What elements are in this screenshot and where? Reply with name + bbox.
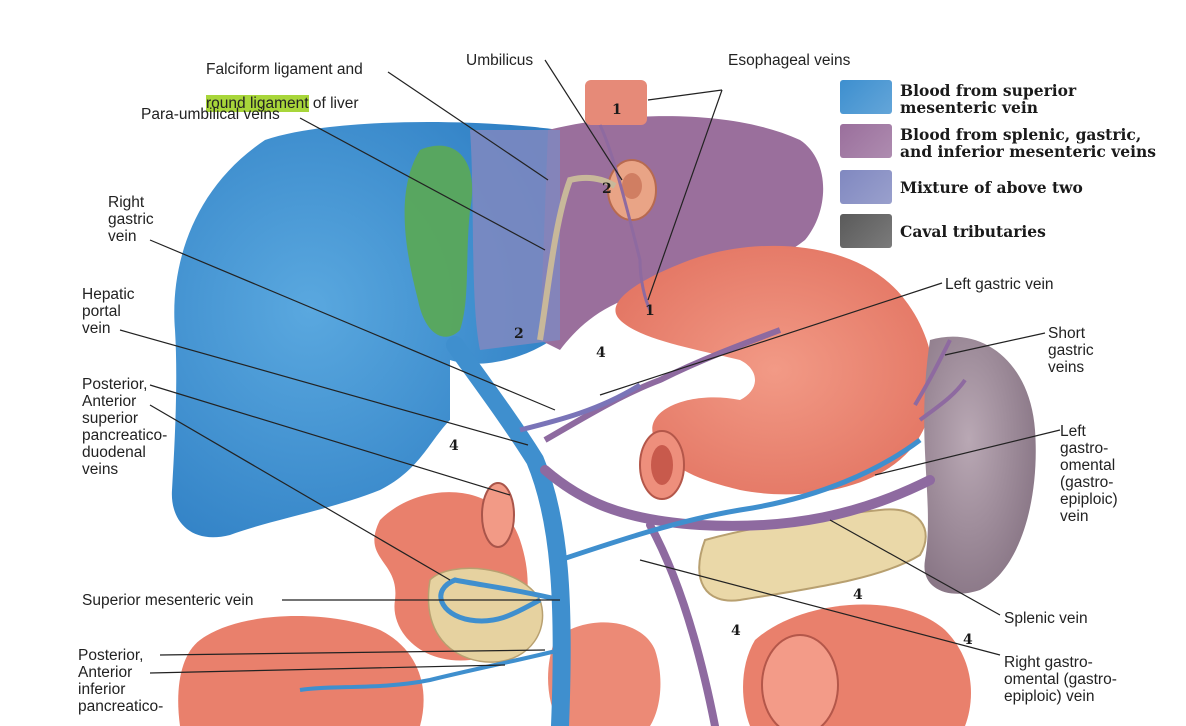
marker-esophageal-low: 1 — [645, 303, 655, 319]
label-umbilicus: Umbilicus — [466, 52, 534, 69]
legend-swatch — [840, 170, 892, 204]
label-splenic-vein: Splenic vein — [1004, 610, 1088, 627]
label-hepatic-portal-vein: Hepatic portal vein — [82, 286, 135, 337]
marker-caval-d: 4 — [731, 623, 741, 639]
label-para-umbilical-veins: Para-umbilical veins — [141, 106, 280, 123]
label-left-gastro-omental-vein: Left gastro- omental (gastro- epiploic) vein — [1060, 423, 1118, 525]
legend-text: Blood from superior mesenteric vein — [900, 81, 1077, 117]
marker-portal: 2 — [514, 326, 524, 342]
marker-esophageal-top: 1 — [612, 102, 622, 118]
label-inferior-pancreaticoduodenal-veins: Posterior, Anterior inferior pancreatico- — [78, 647, 164, 715]
marker-caval-a: 4 — [596, 345, 606, 361]
liver-mixture-region — [470, 130, 560, 350]
marker-caval-b: 4 — [449, 438, 459, 454]
marker-caval-c: 4 — [853, 587, 863, 603]
legend-swatch — [840, 214, 892, 248]
label-superior-mesenteric-vein: Superior mesenteric vein — [82, 592, 254, 609]
legend-swatch — [840, 80, 892, 114]
legend-text: Mixture of above two — [900, 178, 1083, 197]
label-right-gastric-vein: Right gastric vein — [108, 194, 154, 245]
marker-caval-e: 4 — [963, 632, 973, 648]
label-falciform-ligament: Falciform ligament and round ligament of liver — [206, 61, 363, 112]
label-esophageal-veins: Esophageal veins — [728, 52, 851, 69]
label-left-gastric-vein: Left gastric vein — [945, 276, 1054, 293]
label-right-gastro-omental-vein: Right gastro- omental (gastro- epiploic) vein — [1004, 654, 1117, 705]
label-short-gastric-veins: Short gastric veins — [1048, 325, 1094, 376]
legend-text: Blood from splenic, gastric, and inferior mesenteric veins — [900, 125, 1156, 161]
label-superior-pancreaticoduodenal-veins: Posterior, Anterior superior pancreatico- duodenal veins — [82, 376, 168, 478]
legend-text: Caval tributaries — [900, 222, 1046, 241]
spleen — [924, 337, 1036, 594]
marker-umbilical: 2 — [602, 181, 612, 197]
legend-swatch — [840, 124, 892, 158]
highlight-round-ligament: round ligament — [206, 95, 309, 112]
right-gastric-vein-path — [520, 385, 640, 430]
